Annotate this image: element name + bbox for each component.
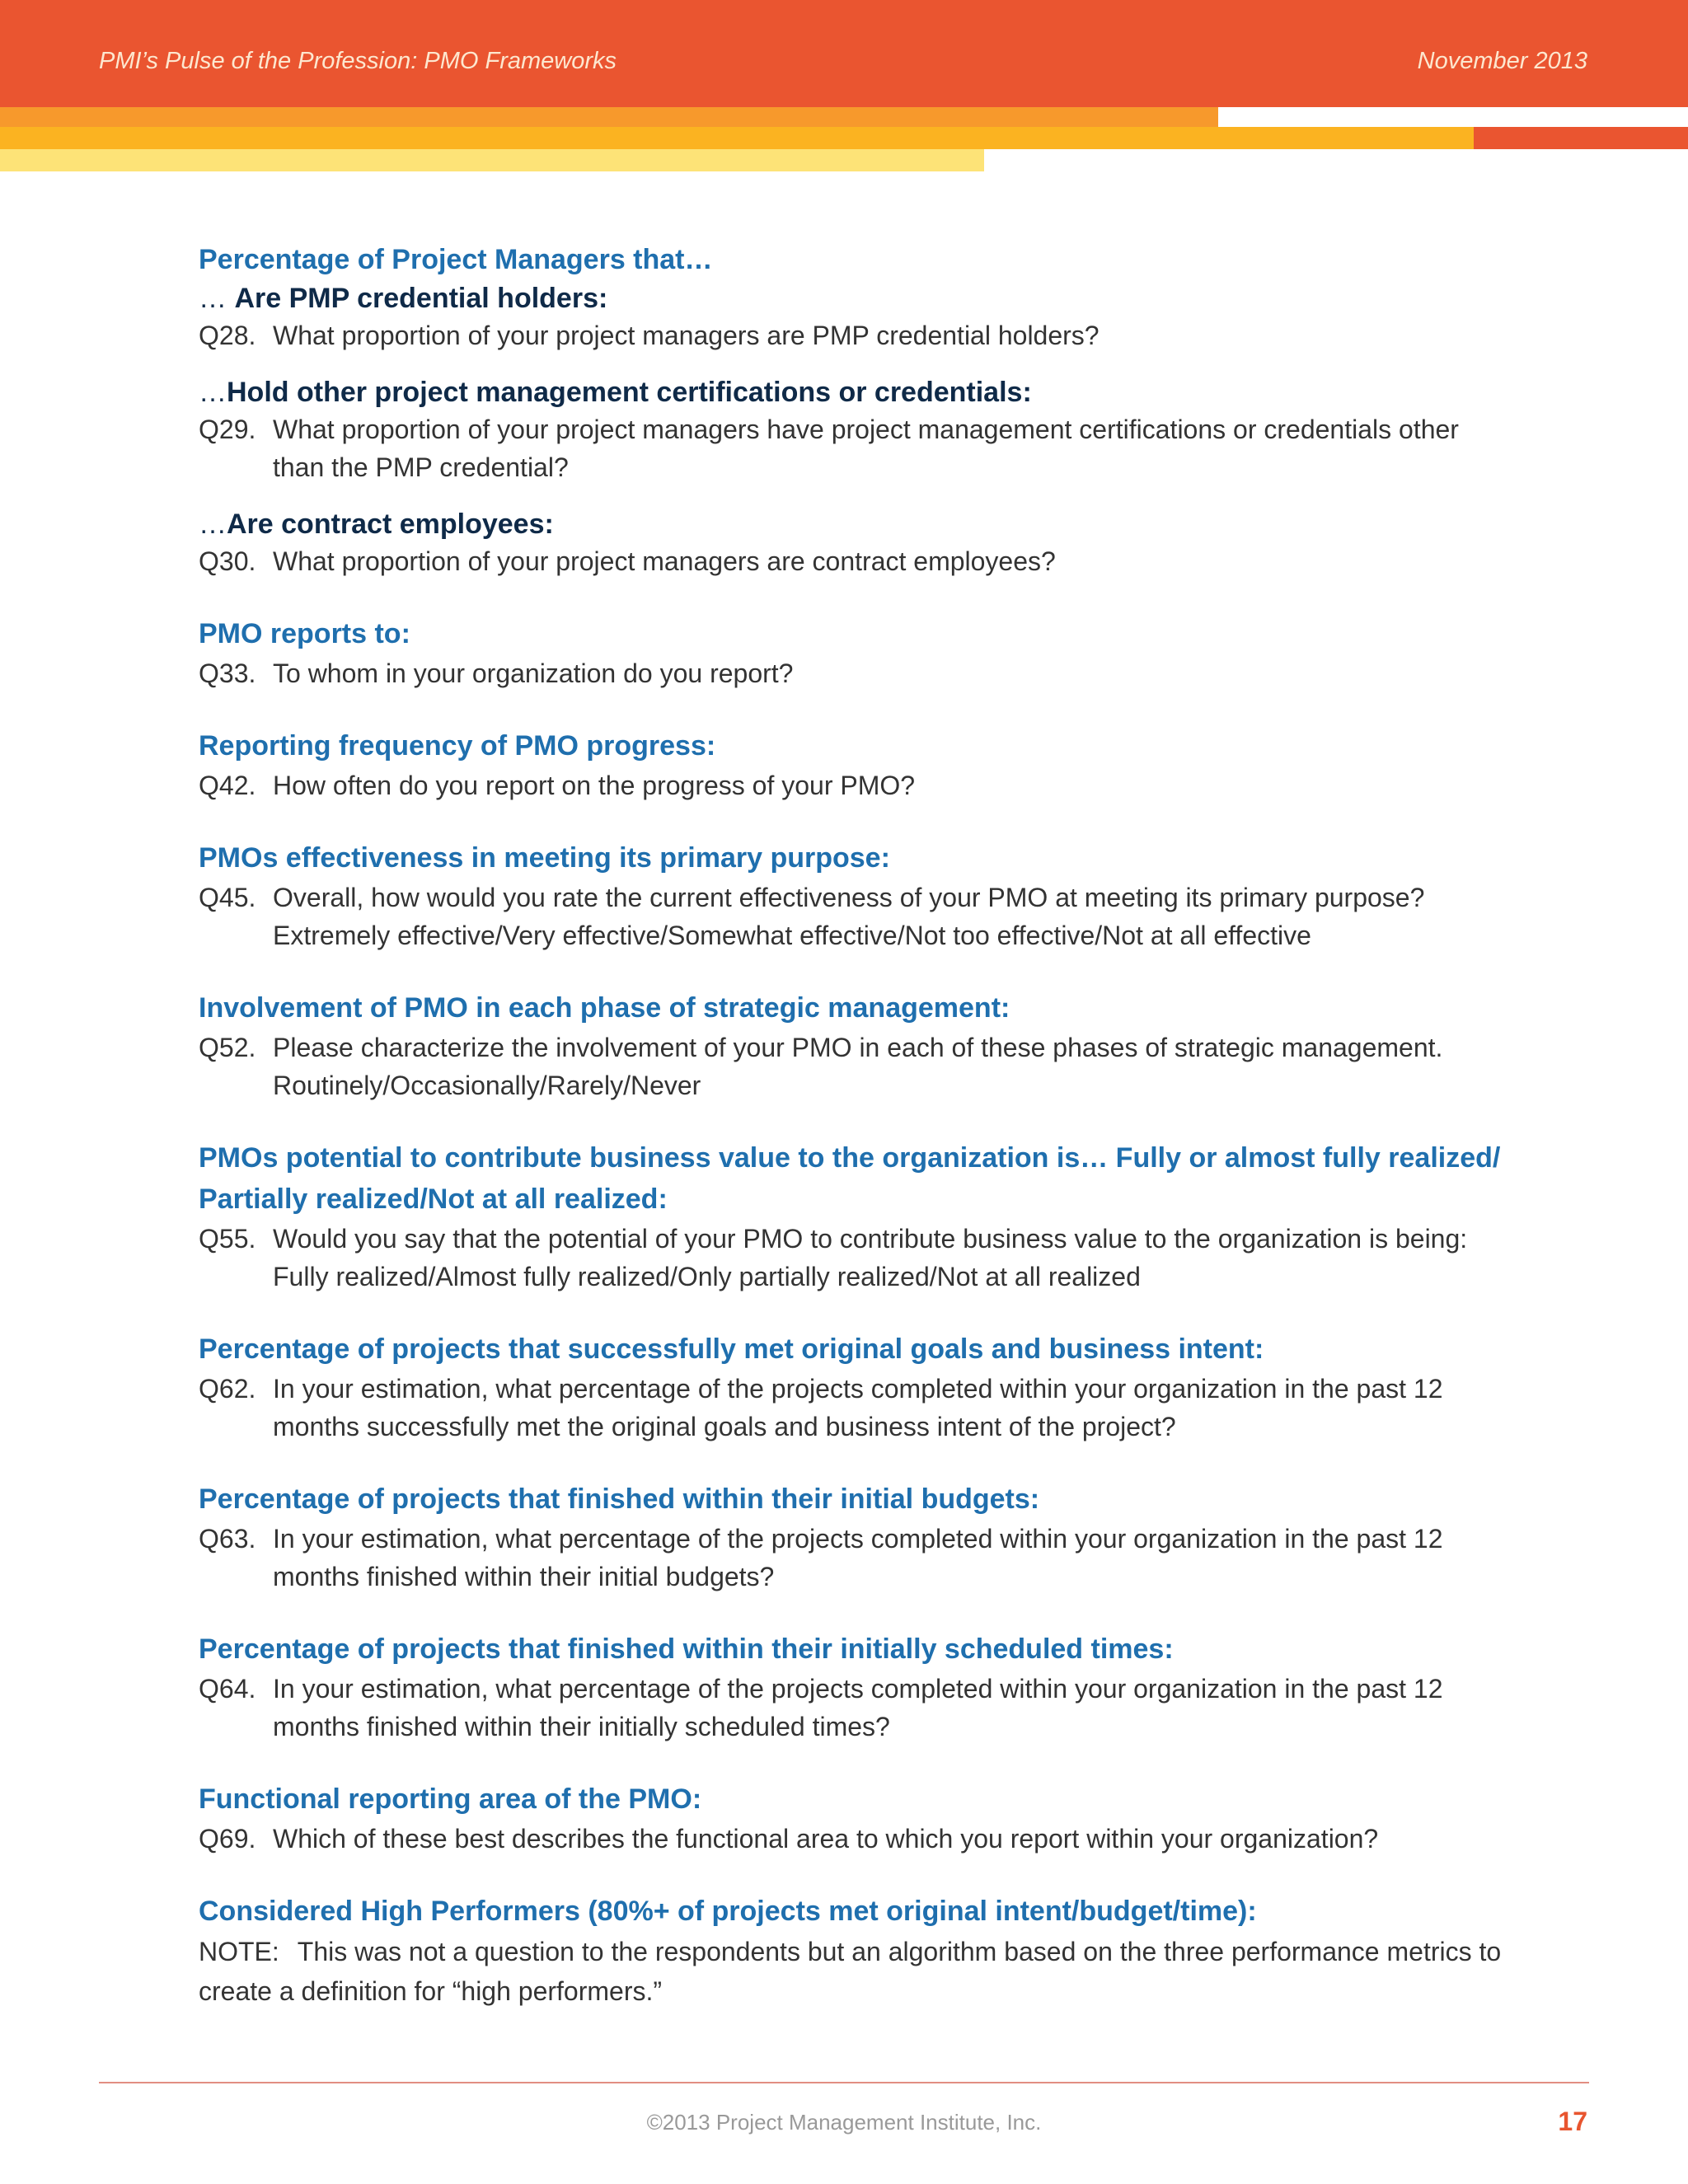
question-number: Q69.	[199, 1824, 256, 1854]
question-number: Q30.	[199, 546, 256, 576]
section-title: PMO reports to:	[199, 618, 410, 649]
section-title: PMOs potential to contribute business value to the organization is… Fully or almost fully realized/ Partially realized/Not at all realized:	[199, 1142, 1501, 1215]
question-number: Q62.	[199, 1374, 256, 1404]
question-text: In your estimation, what percentage of the projects completed within your organization in the past 12 months successfully met the original goals and business intent of the project?	[273, 1374, 1443, 1441]
question-number: Q55.	[199, 1224, 256, 1254]
ellipsis: …	[199, 377, 227, 408]
question	[199, 1370, 1517, 1446]
question	[199, 316, 1517, 354]
high-performers-title: Considered High Performers (80%+ of projects met original intent/budget/time):	[199, 1896, 1257, 1927]
section-title: PMOs effectiveness in meeting its primary purpose:	[199, 842, 890, 874]
question	[199, 410, 1517, 486]
header-stripe-gold	[0, 127, 1474, 149]
question-number: Q63.	[199, 1524, 256, 1554]
answer-options: Extremely effective/Very effective/Somewhat effective/Not too effective/Not at all effective	[273, 921, 1311, 950]
report-date: November 2013	[1417, 48, 1587, 74]
question	[199, 1029, 1517, 1104]
intro-title: Percentage of Project Managers that…	[199, 244, 713, 275]
section-title: Percentage of projects that successfully met original goals and business intent:	[199, 1333, 1264, 1365]
footer-rule	[99, 2082, 1589, 2083]
question-number: Q28.	[199, 321, 256, 350]
question-text: To whom in your organization do you report?	[273, 658, 794, 688]
subheading	[199, 506, 1517, 542]
question-number: Q64.	[199, 1674, 256, 1704]
answer-options: Routinely/Occasionally/Rarely/Never	[273, 1071, 701, 1100]
question	[199, 1220, 1517, 1296]
section-title: Functional reporting area of the PMO:	[199, 1783, 702, 1815]
answer-options: Fully realized/Almost fully realized/Only partially realized/Not at all realized	[273, 1262, 1141, 1291]
question	[199, 766, 1517, 804]
question-text	[273, 1029, 1517, 1104]
subheading-label: Are PMP credential holders:	[234, 283, 608, 314]
question	[199, 1520, 1517, 1596]
section-title: Percentage of projects that finished within their initially scheduled times:	[199, 1633, 1174, 1665]
ellipsis: …	[199, 509, 227, 540]
question-number: Q33.	[199, 658, 256, 688]
copyright: ©2013 Project Management Institute, Inc.	[646, 2110, 1042, 2135]
question	[199, 654, 1517, 692]
question-text	[273, 1220, 1517, 1296]
question-text: What proportion of your project managers are PMP credential holders?	[273, 321, 1100, 350]
section-title: Involvement of PMO in each phase of strategic management:	[199, 992, 1010, 1024]
question	[199, 542, 1517, 580]
header-stripe-orange	[0, 107, 1218, 127]
question-text: Which of these best describes the functional area to which you report within your organization?	[273, 1824, 1379, 1854]
question-body: Overall, how would you rate the current effectiveness of your PMO at meeting its primary purpose?	[273, 883, 1425, 912]
header-stripe-orange-end	[1474, 127, 1688, 149]
question	[199, 879, 1517, 954]
subheading-label: Are contract employees:	[227, 509, 554, 540]
question-text: In your estimation, what percentage of the projects completed within your organization in the past 12 months finished within their initially scheduled times?	[273, 1674, 1443, 1741]
note-label: NOTE:	[199, 1937, 279, 1966]
question	[199, 1670, 1517, 1746]
question-text: What proportion of your project managers have project management certifications or credentials other than the PMP credential?	[273, 415, 1459, 482]
section-title: Percentage of projects that finished within their initial budgets:	[199, 1483, 1040, 1515]
subheading	[199, 374, 1517, 410]
question-number: Q29.	[199, 415, 256, 444]
section-title: Reporting frequency of PMO progress:	[199, 730, 716, 762]
question-text: What proportion of your project managers are contract employees?	[273, 546, 1056, 576]
note-text: This was not a question to the respondents but an algorithm based on the three performance metrics to create a definition for “high performers.”	[199, 1937, 1502, 2006]
question-text	[273, 879, 1517, 954]
report-title: PMI’s Pulse of the Profession: PMO Frameworks	[99, 48, 617, 74]
question-number: Q52.	[199, 1033, 256, 1062]
page-content	[199, 239, 1517, 2011]
note	[199, 1932, 1517, 2011]
question-body: Would you say that the potential of your PMO to contribute business value to the organization is being:	[273, 1224, 1468, 1254]
header-stripe-yellow	[0, 149, 984, 171]
question-text: In your estimation, what percentage of the projects completed within your organization in the past 12 months finished within their initial budgets?	[273, 1524, 1443, 1591]
page-number: 17	[1558, 2107, 1587, 2136]
question-number: Q42.	[199, 771, 256, 800]
question	[199, 1820, 1517, 1858]
question-text: How often do you report on the progress of your PMO?	[273, 771, 916, 800]
question-body: Please characterize the involvement of your PMO in each of these phases of strategic management.	[273, 1033, 1443, 1062]
subheading	[199, 280, 1517, 316]
ellipsis: …	[199, 283, 235, 314]
question-number: Q45.	[199, 883, 256, 912]
subheading-label: Hold other project management certifications or credentials:	[227, 377, 1032, 408]
